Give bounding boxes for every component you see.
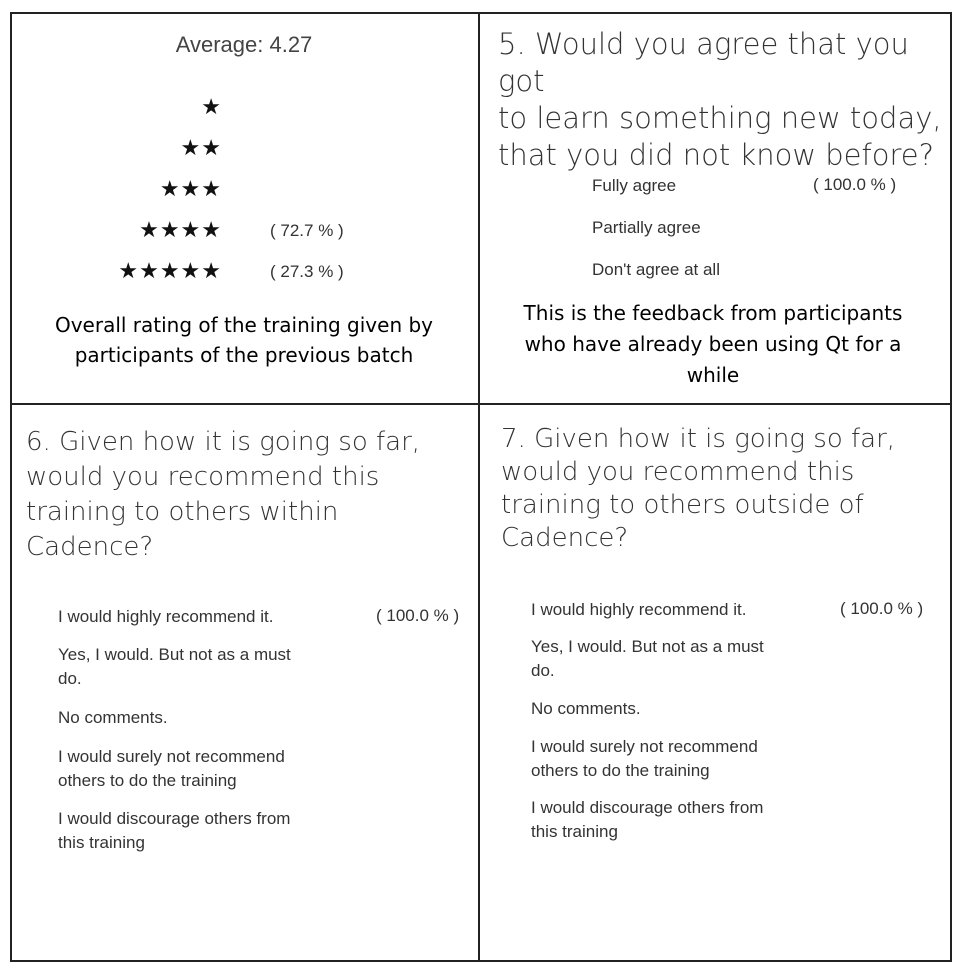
q5-option-dont-agree: Don't agree at all	[592, 260, 720, 279]
star-icon-2: ★★	[180, 135, 222, 160]
rating-row-4	[10, 217, 478, 247]
panel-question-5	[480, 12, 950, 403]
q7-option-3-line-1: No comments.	[531, 699, 641, 718]
question-5-title-line-3: that you did not know before?	[498, 138, 934, 172]
q6-option-4-line-2: others to do the training	[58, 771, 237, 790]
q6-option-2-line-1: Yes, I would. But not as a must	[58, 645, 291, 664]
rating-caption	[10, 310, 478, 370]
q7-option-1-line-1: I would highly recommend it.	[531, 600, 747, 619]
q6-option-no-comments	[58, 706, 168, 730]
rating-row-2	[10, 135, 478, 165]
q6-option-yes-not-must	[58, 643, 291, 691]
rating-caption-line-2: participants of the previous batch	[74, 343, 414, 367]
panel-question-7	[480, 405, 950, 960]
question-5-title-line-2: to learn something new today,	[498, 101, 942, 135]
rating-row-5	[10, 258, 478, 288]
q6-option-3-line-1: No comments.	[58, 708, 168, 727]
panel-question-6	[10, 405, 478, 960]
rating-5-percent: ( 27.3 % )	[270, 262, 344, 281]
q7-option-yes-not-must	[531, 635, 764, 683]
q7-option-2-line-1: Yes, I would. But not as a must	[531, 637, 764, 656]
q6-option-discourage	[58, 807, 290, 855]
q5-caption-line-3: while	[686, 363, 740, 387]
q6-option-5-line-1: I would discourage others from	[58, 809, 291, 828]
star-icon-1: ★	[201, 94, 222, 119]
q7-option-discourage	[531, 796, 763, 844]
q6-option-highly-recommend	[58, 605, 273, 629]
q6-option-2-line-2: do.	[58, 669, 82, 688]
q5-option-fully-agree-percent: ( 100.0 % )	[813, 175, 897, 194]
question-7-title-line-1: 7. Given how it is going so far,	[501, 424, 896, 454]
question-5-title-line-1: 5. Would you agree that you got	[498, 27, 909, 98]
question-7-title-line-4: Cadence?	[501, 523, 629, 553]
average-label: Average: 4.27	[175, 32, 313, 57]
star-icon-4: ★★★★	[139, 217, 222, 242]
survey-grid	[10, 12, 950, 960]
question-6-title-line-1: 6. Given how it is going so far,	[26, 427, 421, 457]
q7-option-4-line-2: others to do the training	[531, 761, 710, 780]
q6-option-5-line-2: this training	[58, 833, 145, 852]
question-6-title-line-4: Cadence?	[26, 532, 154, 562]
q7-option-no-comments	[531, 697, 641, 721]
rating-row-1	[10, 94, 478, 124]
q5-caption-line-1: This is the feedback from participants	[523, 301, 903, 325]
q5-option-fully-agree: Fully agree	[592, 176, 677, 195]
q5-caption-line-2: who have already been using Qt for a	[524, 332, 902, 356]
question-6-title-line-2: would you recommend this	[26, 462, 380, 492]
star-icon-3: ★★★	[159, 176, 222, 201]
q7-option-5-line-2: this training	[531, 822, 618, 841]
q7-option-highly-recommend	[531, 598, 746, 622]
q7-option-highly-recommend-percent: ( 100.0 % )	[840, 599, 924, 618]
question-7-title-line-2: would you recommend this	[501, 457, 855, 487]
question-6-title-line-3: training to others within	[26, 497, 339, 527]
q7-option-4-line-1: I would surely not recommend	[531, 737, 758, 756]
question-5-title	[498, 26, 950, 174]
q7-option-5-line-1: I would discourage others from	[531, 798, 764, 817]
q7-option-2-line-2: do.	[531, 661, 555, 680]
panel-overall-rating	[10, 12, 478, 403]
q6-option-highly-recommend-percent: ( 100.0 % )	[376, 606, 460, 625]
question-7-title-line-3: training to others outside of	[501, 490, 864, 520]
question-7-title	[501, 423, 895, 555]
q5-option-partially-agree: Partially agree	[592, 218, 701, 237]
q6-option-1-line-1: I would highly recommend it.	[58, 607, 274, 626]
rating-caption-line-1: Overall rating of the training given by	[54, 313, 434, 337]
rating-row-3	[10, 176, 478, 206]
q7-option-surely-not	[531, 735, 758, 783]
q5-caption	[480, 298, 946, 391]
q6-option-4-line-1: I would surely not recommend	[58, 747, 285, 766]
star-rating-list	[10, 94, 478, 294]
question-6-title	[26, 425, 420, 565]
rating-4-percent: ( 72.7 % )	[270, 221, 344, 240]
star-icon-5: ★★★★★	[118, 258, 222, 283]
q6-option-surely-not	[58, 745, 285, 793]
